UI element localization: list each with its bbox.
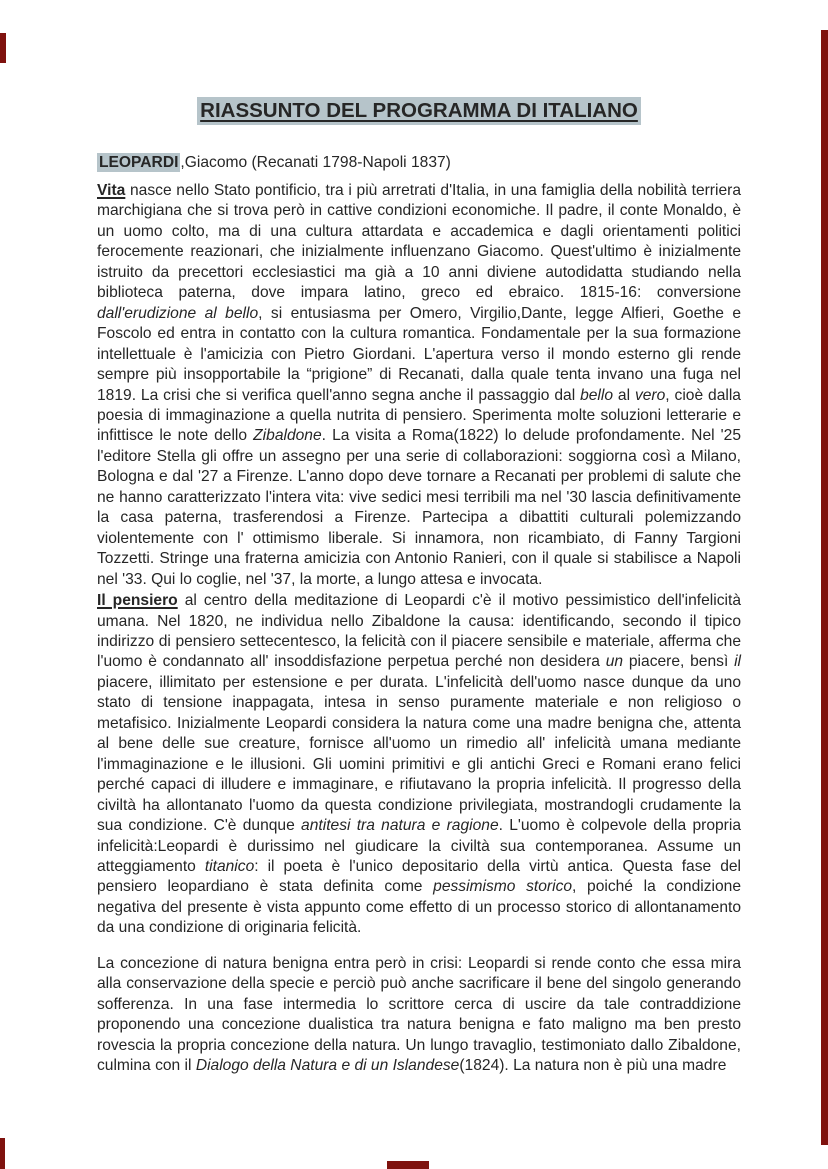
vita-lead: Vita xyxy=(97,182,126,199)
author-name-highlight: LEOPARDI xyxy=(99,154,179,171)
page-edge-artifact-top-left xyxy=(0,33,6,63)
text-segment: un xyxy=(605,653,624,671)
text-segment: antitesi tra natura e ragione xyxy=(301,817,499,835)
paragraph-natura-in-crisi xyxy=(97,954,741,1077)
page-edge-artifact-bottom-bar xyxy=(387,1161,429,1169)
text-segment: al xyxy=(613,386,635,404)
text-segment: : il poeta è l'unico depositario della virtù antica. Questa fase del pensiero leopardiano è stata definita come xyxy=(97,857,741,896)
text-segment: pessimismo storico xyxy=(433,878,573,896)
paragraph-il-pensiero xyxy=(97,591,741,939)
text-segment: , cioè dalla poesia di immaginazione a quella nutrita di pensiero. Sperimenta molte soluzioni letterarie e infittisce le note dello xyxy=(97,386,741,445)
text-segment: La concezione di natura benigna entra però in crisi: Leopardi si rende conto che essa mira alla conservazione della specie e perciò può anche sacrificare il bene del singolo generando sofferenza. In una fase intermedia lo scrittore cerca di uscire da tale contraddizione proponendo una concezione dualistica tra natura benigna e fato maligno ma ben presto rovescia la propria concezione della natura. Un lungo travaglio, testimoniato dallo Zibaldone, culmina con il xyxy=(97,954,741,1075)
document-title-row xyxy=(97,97,741,126)
author-heading xyxy=(97,152,741,173)
author-dates: ,Giacomo (Recanati 1798-Napoli 1837) xyxy=(180,154,451,171)
text-segment: Dialogo della Natura e di un Islandese xyxy=(195,1057,460,1075)
text-segment: bello xyxy=(580,386,614,404)
document-content xyxy=(97,0,741,1076)
text-segment: nasce nello Stato pontificio, tra i più arretrati d'Italia, in una famiglia della nobilità terriera marchigiana che si trova però in cattive condizioni economiche. Il padre, il conte Monaldo, è un uomo colto, ma di una cultura attardata e accademica e dagli orientamenti politici ferocemente reazionari, che inizialmente influenzano Giacomo. Quest'ultimo è inizialmente istruito da precettori ecclesiastici ma già a 10 anni diviene autodidatta studiando nella biblioteca paterna, dove impara latino, greco ed ebraico. 1815-16: conversione xyxy=(97,182,741,302)
text-segment: . L'uomo è colpevole della propria infelicità:Leopardi è durissimo nel giudicare la civiltà sua contemporanea. Assume un atteggiamento xyxy=(97,817,742,875)
text-segment: . La visita a Roma(1822) lo delude profondamente. Nel '25 l'editore Stella gli offre un assegno per una serie di collaborazioni: soggiorna così a Milano, Bologna e dal '27 a Firenze. L'anno dopo deve tornare a Recanati per problemi di salute che ne hanno caratterizzato l'intera vita: vive sedici mesi terribili ma nel '30 lascia definitivamente la casa paterna, trasferendosi a Firenze. Partecipa a dibattiti culturali polemizzando violentemente con l' ottimismo liberale. Si innamora, non ricambiato, di Fanny Targioni Tozzetti. Stringe una fraterna amicizia con Antonio Ranieri, con il quale si stabilisce a Napoli nel '33. Qui lo coglie, nel '37, la morte, a lungo attesa e invocata. xyxy=(97,427,741,588)
pensiero-lead: Il pensiero xyxy=(97,592,178,610)
page-edge-artifact-bottom-left xyxy=(0,1138,5,1169)
paragraph-vita xyxy=(97,181,741,590)
text-segment: , poiché la condizione negativa del presente è vista appunto come effetto di un processo storico di allontanamento da una condizione di originaria felicità. xyxy=(97,878,741,937)
text-segment: dall'erudizione al bello xyxy=(97,304,259,322)
text-segment: il xyxy=(734,653,741,671)
text-segment: piacere, bensì xyxy=(623,653,735,671)
page-edge-artifact-right xyxy=(821,30,828,1145)
text-segment: al centro della meditazione di Leopardi c'è il motivo pessimistico dell'infelicità umana. Nel 1820, ne individua nello Zibaldone la causa: identificando, secondo il tipico indirizzo di pensiero settecentesco, la felicità con il piacere sensibile e materiale, afferma che l'uomo è condannato all' insoddisfazione perpetua perché non desidera xyxy=(97,592,741,671)
text-segment: titanico xyxy=(204,857,255,875)
text-segment: vero xyxy=(634,386,666,404)
text-segment: piacere, illimitato per estensione e per durata. L'infelicità dell'uomo nasce dunque da uno stato di tensione inappagata, intesa in senso puramente materiale e non religioso o metafisico. Inizialmente Leopardi considera la natura come una madre benigna che, attenta al bene delle sue creature, fornisce all'uomo un rimedio all' infelicità umana mediante l'immaginazione e le illusioni. Gli uomini primitivi e gli antichi Greci e Romani erano felici perché capaci di illudere e immaginare, e rifiutavano la propria infelicità. Il progresso della civiltà ha allontanato l'uomo da questa condizione privilegiata, mostrandogli crudamente la sua condizione. C'è dunque xyxy=(97,673,741,835)
text-segment: , si entusiasma per Omero, Virgilio,Dante, legge Alfieri, Goethe e Foscolo ed entra in contatto con la cultura romantica. Fondamentale per la sua formazione intellettuale è l'amicizia con Pietro Giordani. L'apertura verso il mondo esterno gli rende sempre più insopportabile la “prigione” di Recanati, dalla quale tenta invano una fuga nel 1819. La crisi che si verifica quell'anno segna anche il passaggio dal xyxy=(97,304,742,404)
document-title: RIASSUNTO DEL PROGRAMMA DI ITALIANO xyxy=(197,97,641,125)
text-segment: Zibaldone xyxy=(253,427,322,445)
text-segment: (1824). La natura non è più una madre xyxy=(459,1057,727,1075)
